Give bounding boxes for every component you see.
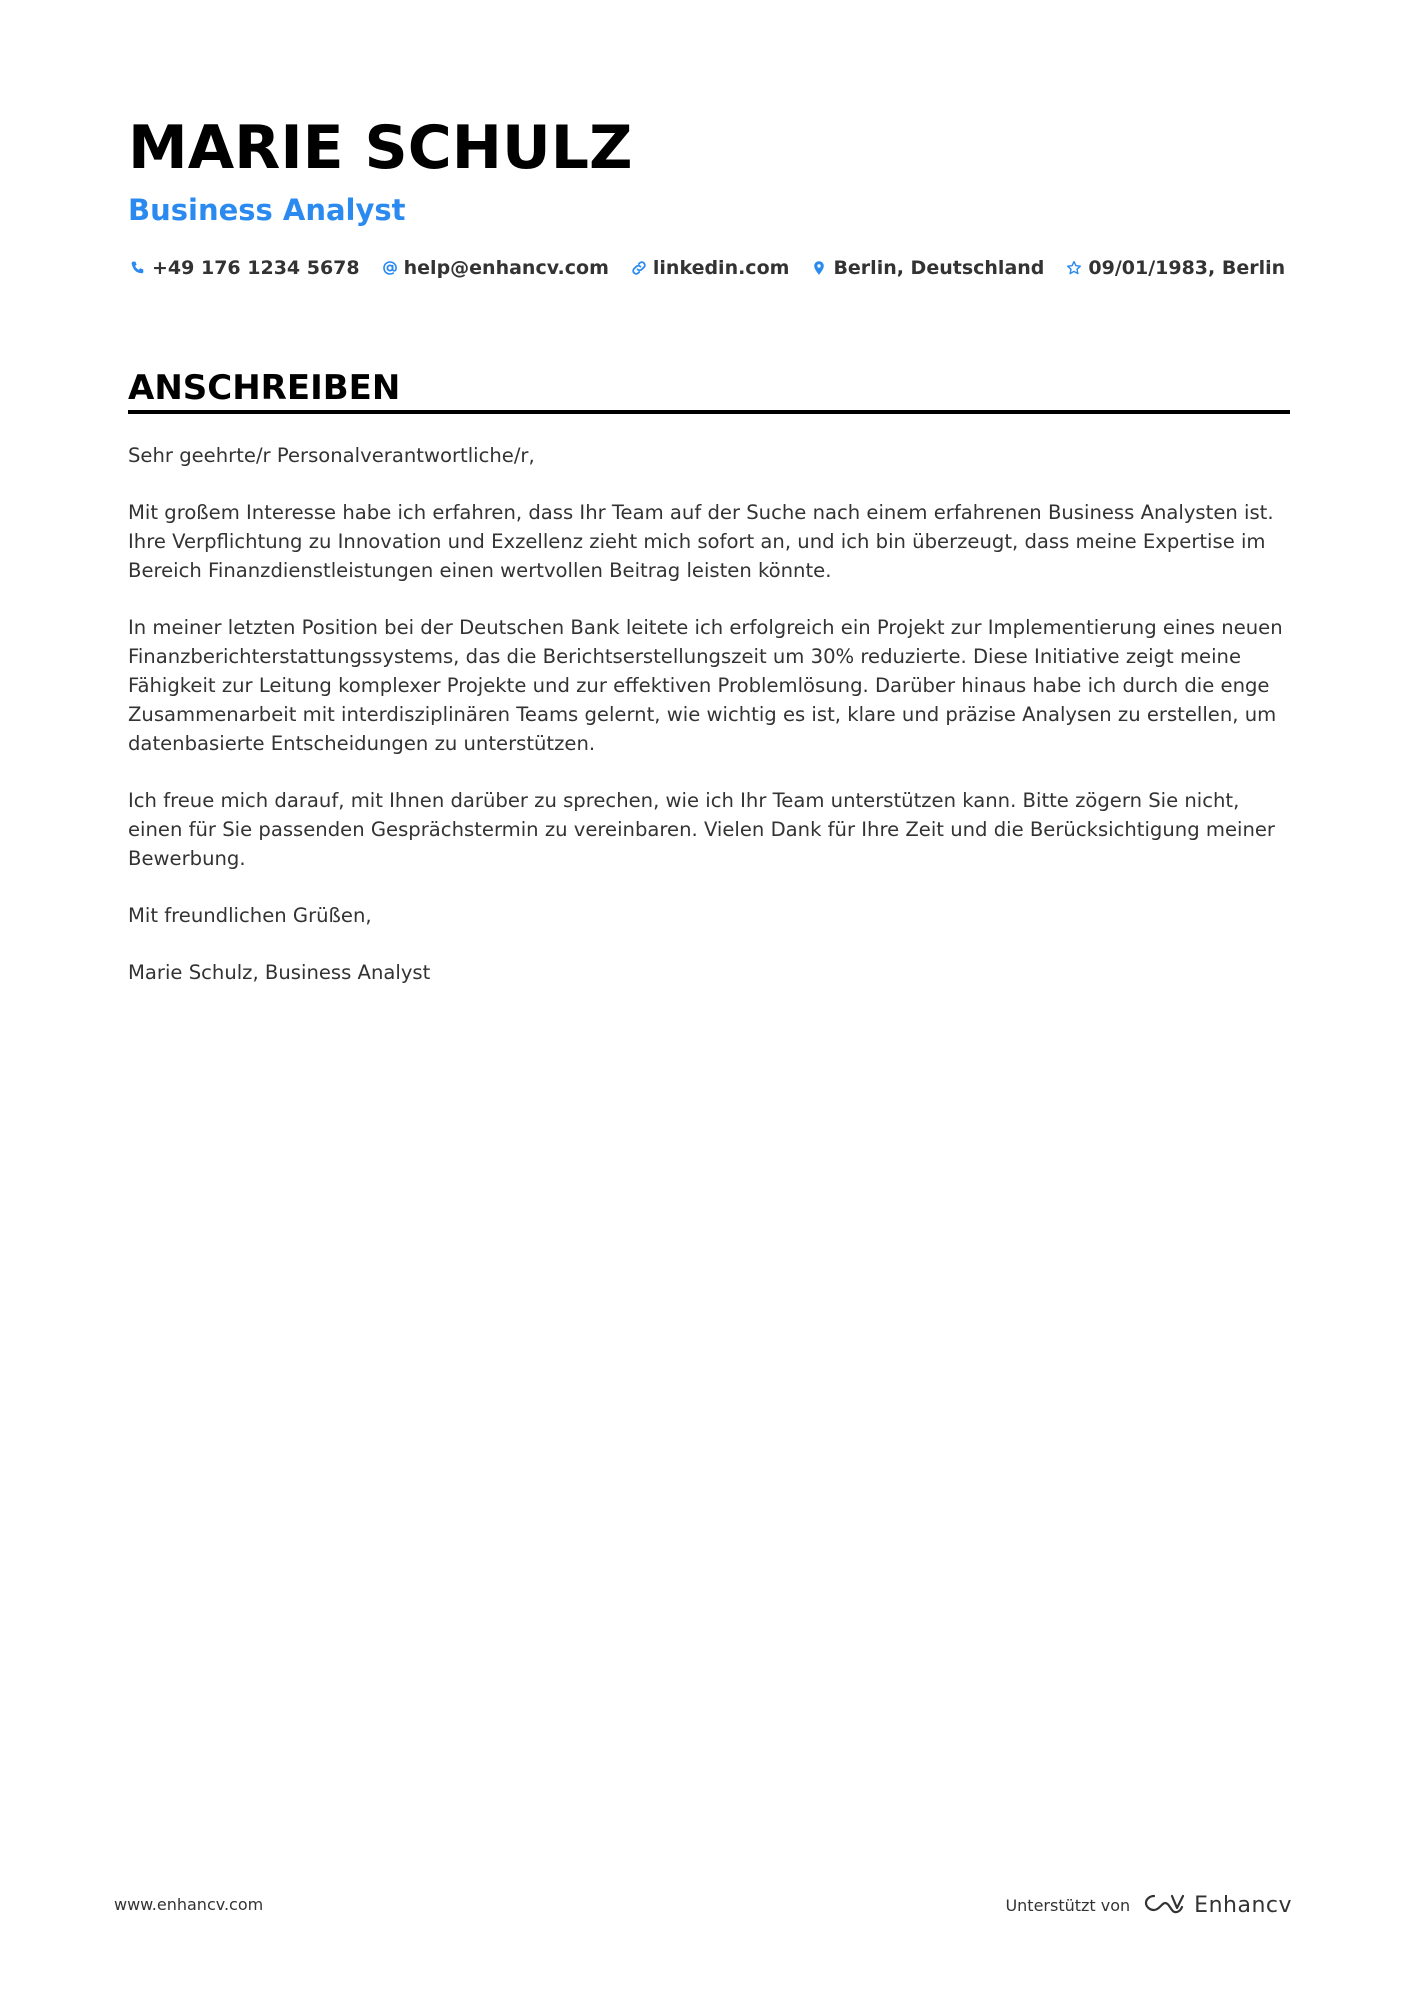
contact-linkedin-text: linkedin.com (652, 257, 790, 279)
footer-website[interactable]: www.enhancv.com (114, 1895, 264, 1914)
enhancv-brand-text: Enhancv (1194, 1892, 1292, 1918)
letter-paragraph-3: Ich freue mich darauf, mit Ihnen darüber zu sprechen, wie ich Ihr Team unterstützen kann. Bitte zögern Sie nicht, einen für Sie passenden Gesprächstermin zu vereinbaren. Vielen Dank für Ihre Zeit und die Berücksichtigung meiner Bewerbung. (128, 789, 1275, 870)
contact-phone[interactable] (128, 257, 360, 279)
letter-greeting: Sehr geehrte/r Personalverantwortliche/r, (128, 444, 535, 467)
powered-by-text: Unterstützt von (1005, 1895, 1131, 1915)
letter-paragraph-2: In meiner letzten Position bei der Deutschen Bank leitete ich erfolgreich ein Projekt zur Implementierung eines neuen Finanzberichterstattungssystems, das die Berichtserstellungszeit um 30% reduzierte. Diese Initiative zeigt meine Fähigkeit zur Leitung komplexer Projekte und zur effektiven Problemlösung. Darüber hinaus habe ich durch die enge Zusammenarbeit mit interdisziplinären Teams gelernt, wie wichtig es ist, klare und präzise Analysen zu erstellen, um datenbasierte Entscheidungen zu unterstützen. (128, 616, 1283, 755)
footer-powered-by[interactable] (1005, 1890, 1292, 1920)
location-pin-icon (809, 258, 829, 278)
contact-linkedin[interactable] (629, 257, 790, 279)
candidate-role: Business Analyst (128, 193, 406, 227)
star-icon (1064, 258, 1084, 278)
section-title: ANSCHREIBEN (128, 368, 401, 408)
contact-birth-text: 09/01/1983, Berlin (1088, 257, 1286, 279)
contact-phone-text: +49 176 1234 5678 (152, 257, 360, 279)
letter-closing: Mit freundlichen Grüßen, (128, 904, 372, 927)
phone-icon (128, 258, 148, 278)
contact-email[interactable] (380, 257, 609, 279)
contact-email-text: help@enhancv.com (403, 257, 609, 279)
letter-paragraph-1: Mit großem Interesse habe ich erfahren, dass Ihr Team auf der Suche nach einem erfahrenen Business Analysten ist. Ihre Verpflichtung zu Innovation und Exzellenz zieht mich sofort an, und ich bin überzeugt, dass meine Expertise im Bereich Finanzdienstleistungen einen wertvollen Beitrag leisten könnte. (128, 501, 1274, 582)
contact-location (809, 257, 1044, 279)
contact-location-text: Berlin, Deutschland (833, 257, 1045, 279)
candidate-name: MARIE SCHULZ (128, 113, 633, 183)
letter-signature: Marie Schulz, Business Analyst (128, 961, 431, 984)
at-icon (380, 258, 400, 278)
section-divider (128, 410, 1290, 414)
letter-body (128, 441, 1290, 1015)
contact-bar (128, 253, 1305, 283)
contact-birth (1064, 257, 1285, 279)
link-icon (629, 258, 649, 278)
enhancv-logo-icon (1142, 1890, 1188, 1920)
